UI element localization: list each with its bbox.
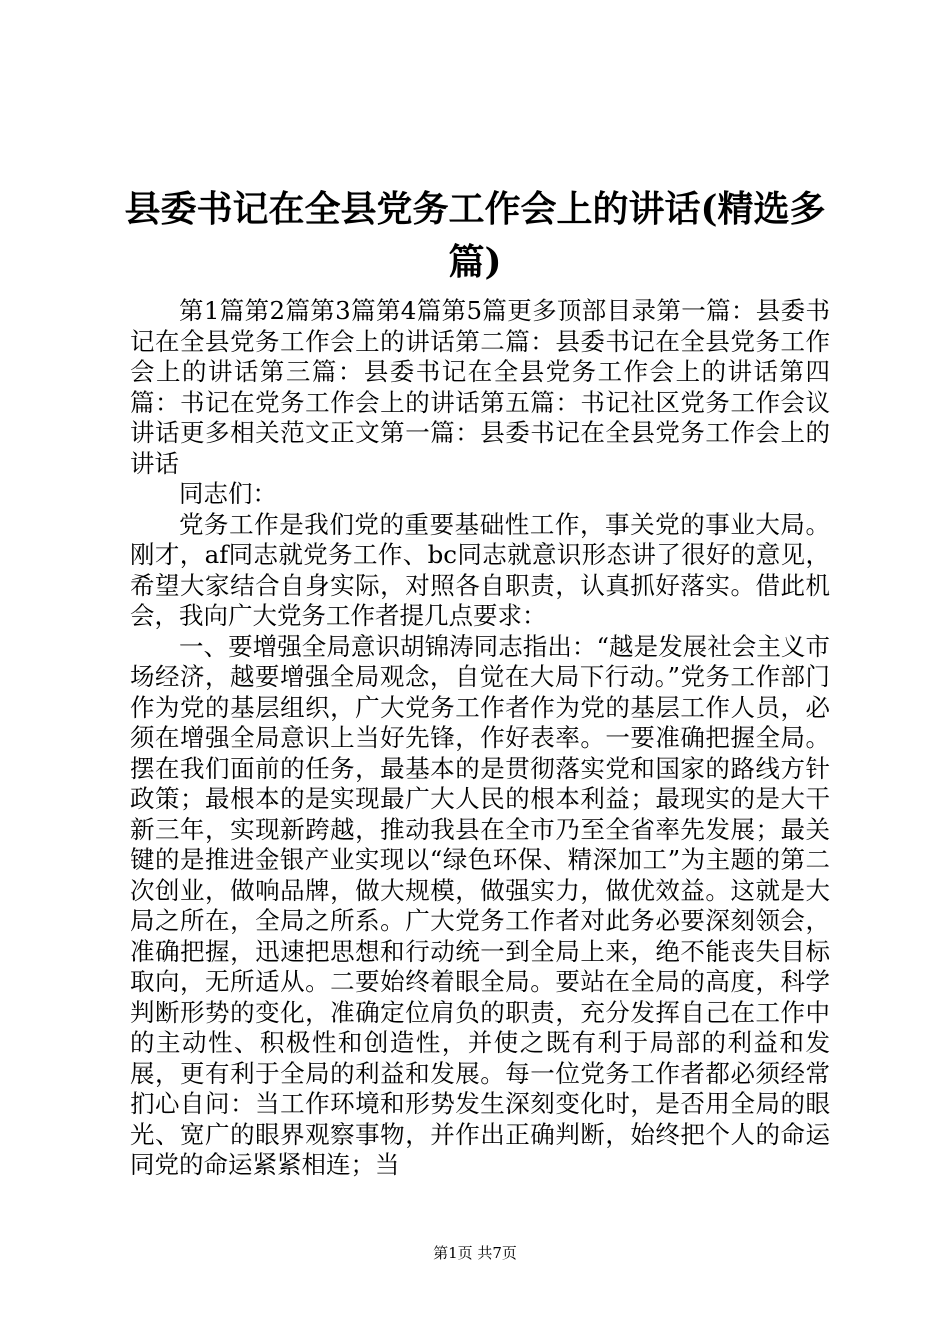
intro-paragraph: 党务工作是我们党的重要基础性工作，事关党的事业大局。刚才，af同志就党务工作、bc同志就意识形态讲了很好的意见，希望大家结合自身实际，对照各自职责，认真抓好落实。借此机会，我向广大党务工作者提几点要求： (130, 509, 830, 630)
salutation-paragraph: 同志们： (179, 479, 277, 508)
document-title: 县委书记在全县党务工作会上的讲话(精选多篇) (124, 188, 826, 283)
table-of-contents-paragraph: 第1篇第2篇第3篇第4篇第5篇更多顶部目录第一篇：县委书记在全县党务工作会上的讲话第二篇：县委书记在全县党务工作会上的讲话第三篇：县委书记在全县党务工作会上的讲话第四篇：书记在党务工作会上的讲话第五篇：书记社区党务工作会议讲话更多相关范文正文第一篇：县委书记在全县党务工作会上的讲话 (130, 296, 830, 478)
document-body (130, 296, 830, 1181)
section-one-paragraph: 一、要增强全局意识胡锦涛同志指出：“越是发展社会主义市场经济，越要增强全局观念，自觉在大局下行动。”党务工作部门作为党的基层组织，广大党务工作者作为党的基层工作人员，必须在增强全局意识上当好先锋，作好表率。一要准确把握全局。摆在我们面前的任务，最基本的是贯彻落实党和国家的路线方针政策；最根本的是实现最广大人民的根本利益；最现实的是大干新三年，实现新跨越，推动我县在全市乃至全省率先发展；最关键的是推进金银产业实现以“绿色环保、精深加工”为主题的第二次创业，做响品牌，做大规模，做强实力，做优效益。这就是大局之所在，全局之所系。广大党务工作者对此务必要深刻领会，准确把握，迅速把思想和行动统一到全局上来，绝不能丧失目标取向，无所适从。二要始终着眼全局。要站在全局的高度，科学判断形势的变化，准确定位肩负的职责，充分发挥自己在工作中的主动性、积极性和创造性，并使之既有利于局部的利益和发展，更有利于全局的利益和发展。每一位党务工作者都必须经常扪心自问：当工作环境和形势发生深刻变化时，是否用全局的眼光、宽广的眼界观察事物，并作出正确判断，始终把个人的命运同党的命运紧紧相连；当 (130, 631, 830, 1179)
page-footer: 第1页 共7页 (433, 1244, 517, 1262)
